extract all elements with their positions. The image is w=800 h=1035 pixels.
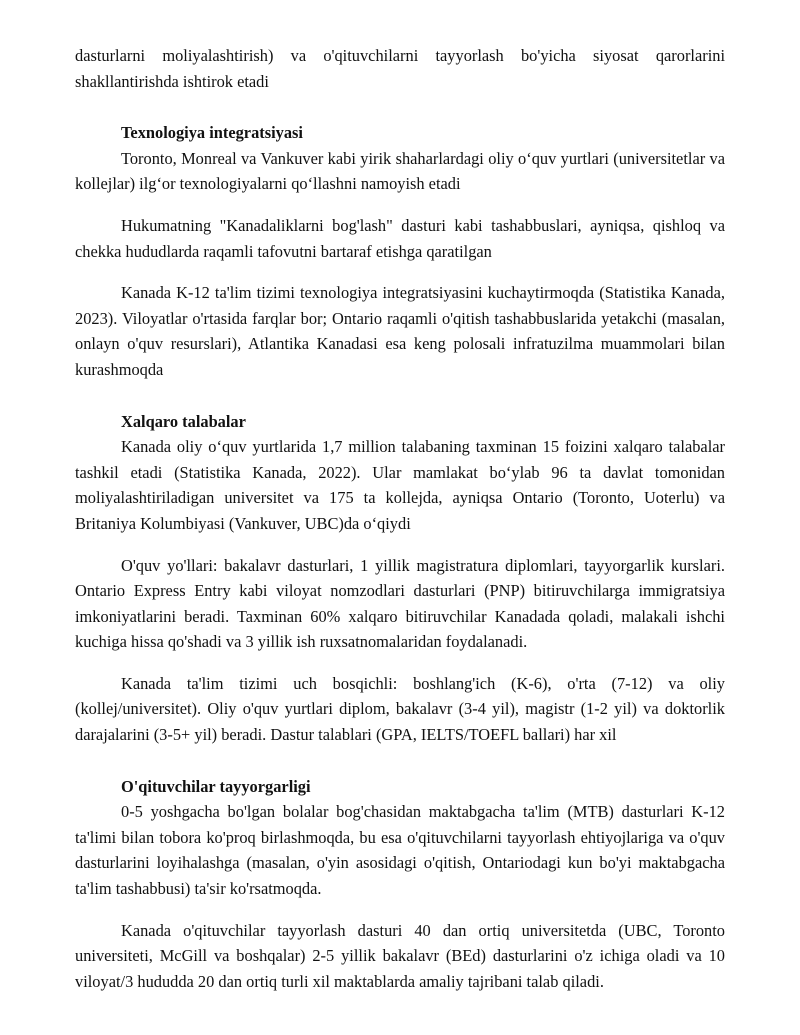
- document-page: [75, 43, 725, 994]
- paragraph: Kanada oliy o‘quv yurtlarida 1,7 million talabaning taxminan 15 foizini xalqaro talabalar tashkil etadi (Statistika Kanada, 2022). Ular mamlakat bo‘ylab 96 ta davlat tomonidan moliyalashtiriladigan universitet va 175 ta kollejda, ayniqsa Ontario (Toronto, Uoterlu) va Britaniya Kolumbiyasi (Vankuver, UBC)da o‘qiydi: [75, 437, 725, 533]
- paragraph: Kanada K-12 ta'lim tizimi texnologiya integratsiyasini kuchaytirmoqda (Statistika Kanada, 2023). Viloyatlar o'rtasida farqlar bor; Ontario raqamli o'qitish tashabbuslarida yetakchi (masalan, onlayn o'quv resurslari), Atlantika Kanadasi esa keng polosali infratuzilma muammolari bilan kurashmoqda: [75, 283, 725, 379]
- paragraph: Toronto, Monreal va Vankuver kabi yirik shaharlardagi oliy o‘quv yurtlari (universitetlar va kollejlar) ilg‘or texnologiyalarni qo‘llashni namoyish etadi: [75, 148, 725, 194]
- paragraph: 0-5 yoshgacha bo'lgan bolalar bog'chasidan maktabgacha ta'lim (MTB) dasturlari K-12 ta'limi bilan tobora ko'proq birlashmoqda, bu esa o'qituvchilarni tayyorlash ehtiyojlariga va o'quv dasturlarini loyihalashga (masalan, o'yin asosidagi o'qitish, Ontariodagi kun bo'yi maktabgacha ta'lim tashabbusi) ta'sir ko'rsatmoqda.: [75, 802, 725, 899]
- section-heading: Texnologiya integratsiyasi: [121, 123, 303, 143]
- paragraph: Hukumatning "Kanadaliklarni bog'lash" dasturi kabi tashabbuslari, ayniqsa, qishloq va chekka hududlarda raqamli tafovutni bartaraf etishga qaratilgan: [75, 215, 725, 261]
- section-teacher-training: [75, 774, 725, 995]
- paragraph: O'quv yo'llari: bakalavr dasturlari, 1 yillik magistratura diplomlari, tayyorgarlik kurslari. Ontario Express Entry kabi viloyat nomzodlari dasturlari (PNP) bitiruvchilarga immigratsiya imkoniyatlarini beradi. Taxminan 60% xalqaro bitiruvchilar Kanadada qoladi, malakali ishchi kuchiga hissa qo'shadi va 3 yillik ish ruxsatnomalaridan foydalanadi.: [75, 555, 725, 652]
- paragraph: Kanada o'qituvchilar tayyorlash dasturi 40 dan ortiq universitetda (UBC, Toronto universiteti, McGill va boshqalar) 2-5 yillik bakalavr (BEd) dasturlarini o'z ichiga oladi va 10 viloyat/3 hududda 20 dan ortiq turli xil maktablarda amaliy tajribani talab qiladi.: [75, 920, 725, 991]
- intro-paragraph: dasturlarni moliyalashtirish) va o'qituvchilarni tayyorlash bo'yicha siyosat qarorlarini shakllantirishda ishtirok etadi: [75, 46, 725, 91]
- section-international-students: [75, 409, 725, 748]
- paragraph: Kanada ta'lim tizimi uch bosqichli: boshlang'ich (K-6), o'rta (7-12) va oliy (kollej/universitet). Oliy o'quv yurtlari diplom, bakalavr (3-4 yil), magistr (1-2 yil) va doktorlik darajalarini (3-5+ yil) beradi. Dastur talablari (GPA, IELTS/TOEFL ballari) har xil: [75, 673, 725, 745]
- section-technology: [75, 120, 725, 382]
- section-heading: O'qituvchilar tayyorgarligi: [121, 776, 311, 796]
- section-heading: Xalqaro talabalar: [121, 411, 246, 431]
